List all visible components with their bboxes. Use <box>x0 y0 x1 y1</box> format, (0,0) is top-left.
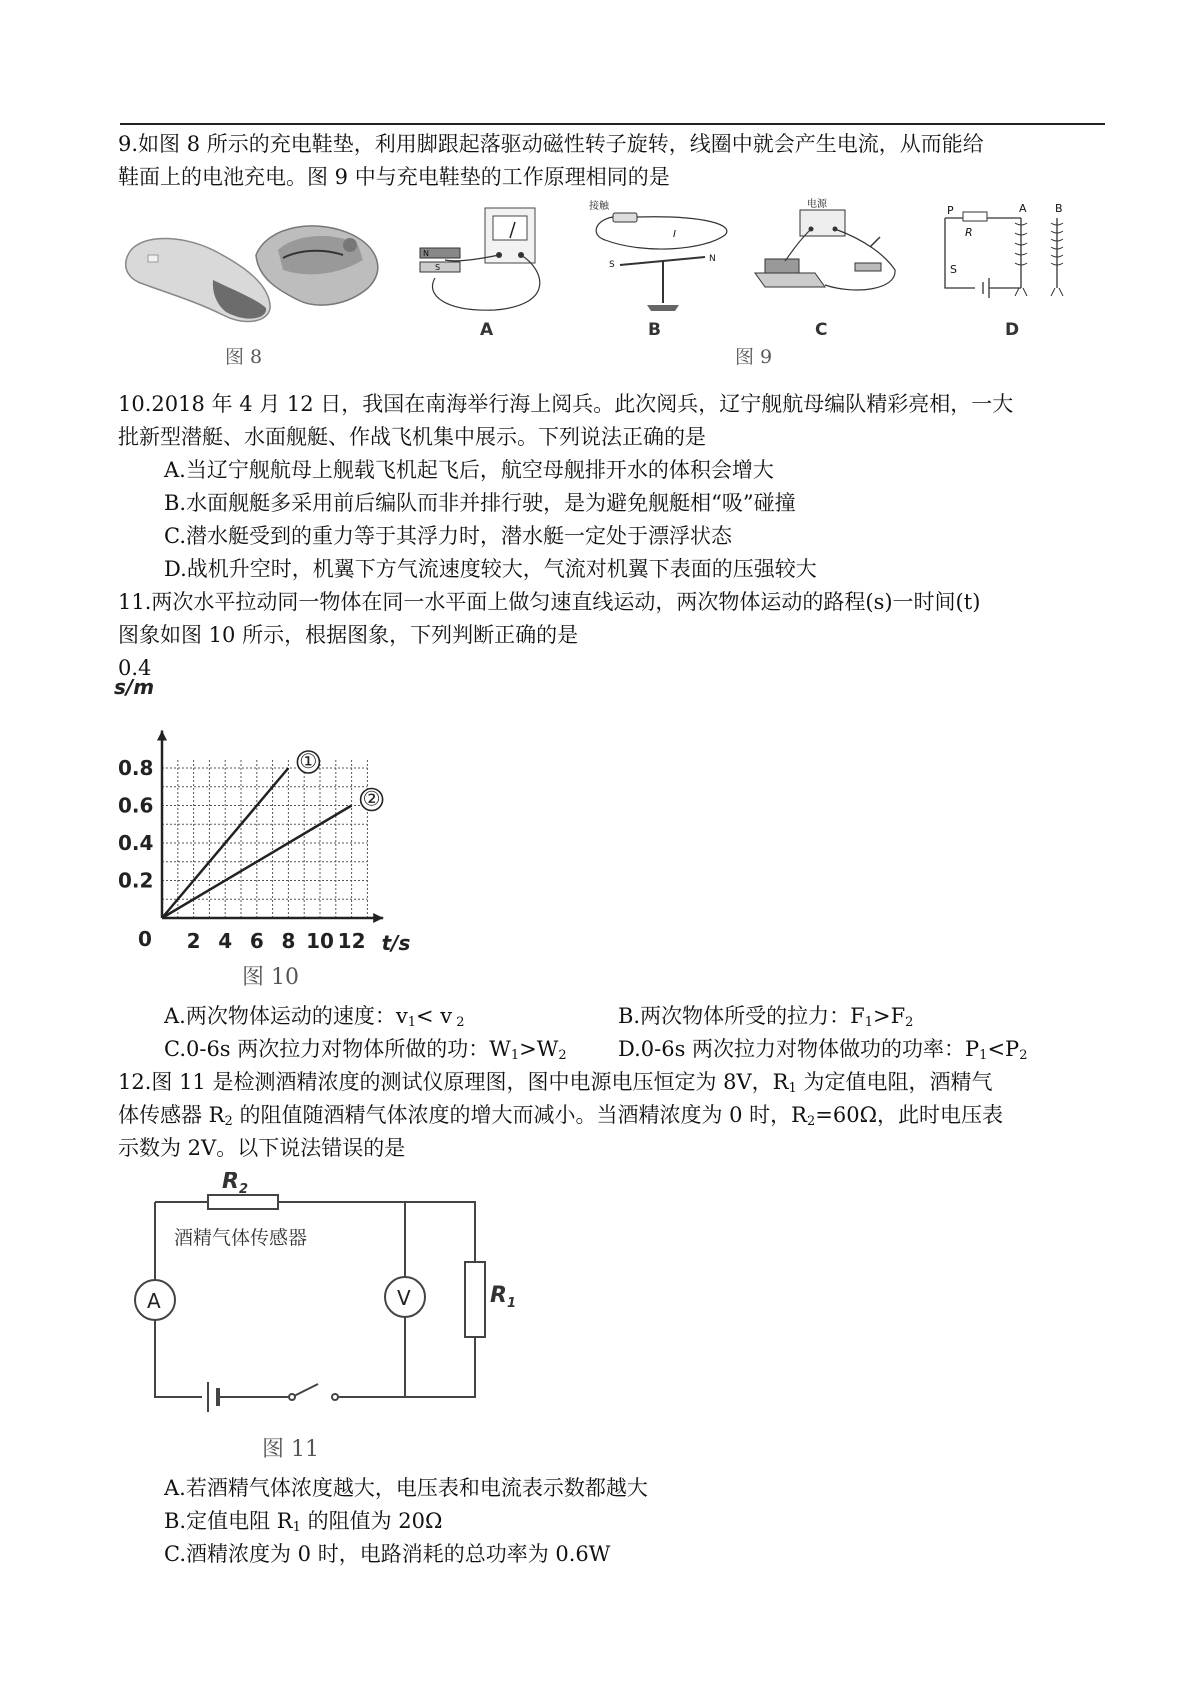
q12-option-c: C.酒精浓度为 0 时，电路消耗的总功率为 0.6W <box>164 1542 611 1566</box>
q10-line1: 10.2018 年 4 月 12 日，我国在南海举行海上阅兵。此次阅兵，辽宁舰航母编队精彩亮相，一大 <box>118 392 1014 416</box>
fig9-c-tag: 电源 <box>807 199 827 210</box>
chart-tick-labels <box>114 675 410 955</box>
q9-line1: 9.如图 8 所示的充电鞋垫，利用脚跟起落驱动磁性转子旋转，线圈中就会产生电流，从而能给 <box>118 132 984 156</box>
fig9-d-s-label: S <box>950 263 957 276</box>
y-axis-arrow <box>157 731 167 741</box>
y-tick-label: 0.6 <box>118 793 154 818</box>
q12-line1: 12.图 11 是检测酒精浓度的测试仪原理图，图中电源电压恒定为 8V，$R_1$ 为定值电阻，酒精气 <box>118 1070 993 1096</box>
fig9-a-s-label: S <box>435 263 441 272</box>
q12-line3: 示数为 2V。以下说法错误的是 <box>118 1136 406 1160</box>
voltmeter-label: V <box>397 1286 411 1310</box>
q10-option-b: B.水面舰艇多采用前后编队而非并排行驶，是为避免舰艇相“吸”碰撞 <box>164 491 796 515</box>
q11-line2: 图象如图 10 所示，根据图象，下列判断正确的是 <box>118 623 579 647</box>
fig9-b-current-label: I <box>673 229 676 240</box>
switch-pivot <box>289 1394 295 1400</box>
fig9-d-a-label: A <box>1019 202 1027 215</box>
y-tick-label: 0.4 <box>118 831 154 855</box>
chart-grid <box>162 759 367 918</box>
fig9-d-p-label: P <box>947 204 954 217</box>
y-tick-label: 0.2 <box>118 868 154 893</box>
fig8-insole-image <box>118 200 388 335</box>
origin-label: 0 <box>138 927 152 951</box>
sensor-label: 酒精气体传感器 <box>174 1227 308 1249</box>
q11-option-d: D.0-6s 两次拉力对物体做功的功率：$P_1<P_2$ <box>618 1037 1028 1063</box>
q11-option-a: A.两次物体运动的速度：$v_1< v$ $_2$ <box>164 1004 465 1030</box>
y-axis-label: s/m <box>114 675 155 699</box>
x-axis-arrow <box>373 913 383 923</box>
fig9-option-d-image <box>935 198 1085 320</box>
r1-label: $R_1$ <box>490 1283 516 1311</box>
fig9-option-b-image <box>585 195 735 320</box>
series-label-1: ① <box>299 749 318 773</box>
fig9-d-r-label: R <box>965 226 973 239</box>
x-tick-label: 8 <box>281 929 296 953</box>
ammeter-label: A <box>147 1289 161 1313</box>
fig9-option-d-label: D <box>1005 320 1020 340</box>
fig11-circuit-diagram <box>130 1172 530 1422</box>
fig9-option-a-image <box>415 200 565 320</box>
x-axis-label: t/s <box>381 931 411 955</box>
q10-option-a: A.当辽宁舰航母上舰载飞机起飞后，航空母舰排开水的体积会增大 <box>164 458 774 482</box>
q10-option-c: C.潜水艇受到的重力等于其浮力时，潜水艇一定处于漂浮状态 <box>164 524 732 548</box>
q12-line2: 体传感器 $R_2$ 的阻值随酒精气体浓度的增大而减小。当酒精浓度为 0 时，$R_2=60\Omega$，此时电压表 <box>118 1103 1003 1129</box>
q11-stray-text: 0.4 <box>118 656 152 680</box>
x-tick-label: 10 <box>306 929 334 953</box>
x-tick-label: 6 <box>249 929 264 953</box>
fig9-a-n-label: N <box>423 249 429 258</box>
r1-resistor <box>465 1262 485 1337</box>
x-tick-label: 2 <box>186 929 201 953</box>
q10-line2: 批新型潜艇、水面舰艇、作战飞机集中展示。下列说法正确的是 <box>118 425 706 449</box>
fig9-caption: 图 9 <box>735 346 773 368</box>
r2-resistor <box>208 1195 278 1209</box>
fig9-option-b-label: B <box>648 320 661 340</box>
fig9-option-c-label: C <box>815 320 828 340</box>
q11-line1: 11.两次水平拉动同一物体在同一水平面上做匀速直线运动，两次物体运动的路程(s)一时间(t) <box>118 590 981 614</box>
fig10-st-chart <box>112 672 472 962</box>
r2-label: $R_2$ <box>222 1172 248 1197</box>
fig9-d-b-label: B <box>1055 202 1063 215</box>
fig8-caption: 图 8 <box>225 346 263 368</box>
series-label-2: ② <box>362 786 381 811</box>
fig9-option-c-image <box>745 195 905 320</box>
chart-axes <box>157 731 383 924</box>
fig11-caption: 图 11 <box>262 1437 319 1462</box>
fig9-b-n-label: N <box>709 254 716 264</box>
fig9-option-a-label: A <box>480 320 494 340</box>
q9-line2: 鞋面上的电池充电。图 9 中与充电鞋垫的工作原理相同的是 <box>118 165 670 189</box>
x-tick-label: 4 <box>218 929 233 953</box>
fig9-b-s-label: S <box>609 260 615 270</box>
switch-contact <box>332 1394 338 1400</box>
fig10-caption: 图 10 <box>242 965 299 990</box>
q12-option-b: B.定值电阻 $R_1$ 的阻值为 20Ω <box>164 1509 443 1535</box>
top-rule <box>120 123 1105 125</box>
x-tick-label: 12 <box>337 929 366 953</box>
q12-option-a: A.若酒精气体浓度越大，电压表和电流表示数都越大 <box>164 1476 648 1500</box>
fig9-b-tag: 接触 <box>589 201 609 212</box>
q11-option-b: B.两次物体所受的拉力：$F_1>F_2$ <box>618 1004 914 1030</box>
q11-option-c: C.0-6s 两次拉力对物体所做的功：$W_1>W_2$ <box>164 1037 567 1063</box>
y-tick-label: 0.8 <box>118 756 154 780</box>
q10-option-d: D.战机升空时，机翼下方气流速度较大，气流对机翼下表面的压强较大 <box>164 557 817 581</box>
series-line-1 <box>162 768 288 918</box>
